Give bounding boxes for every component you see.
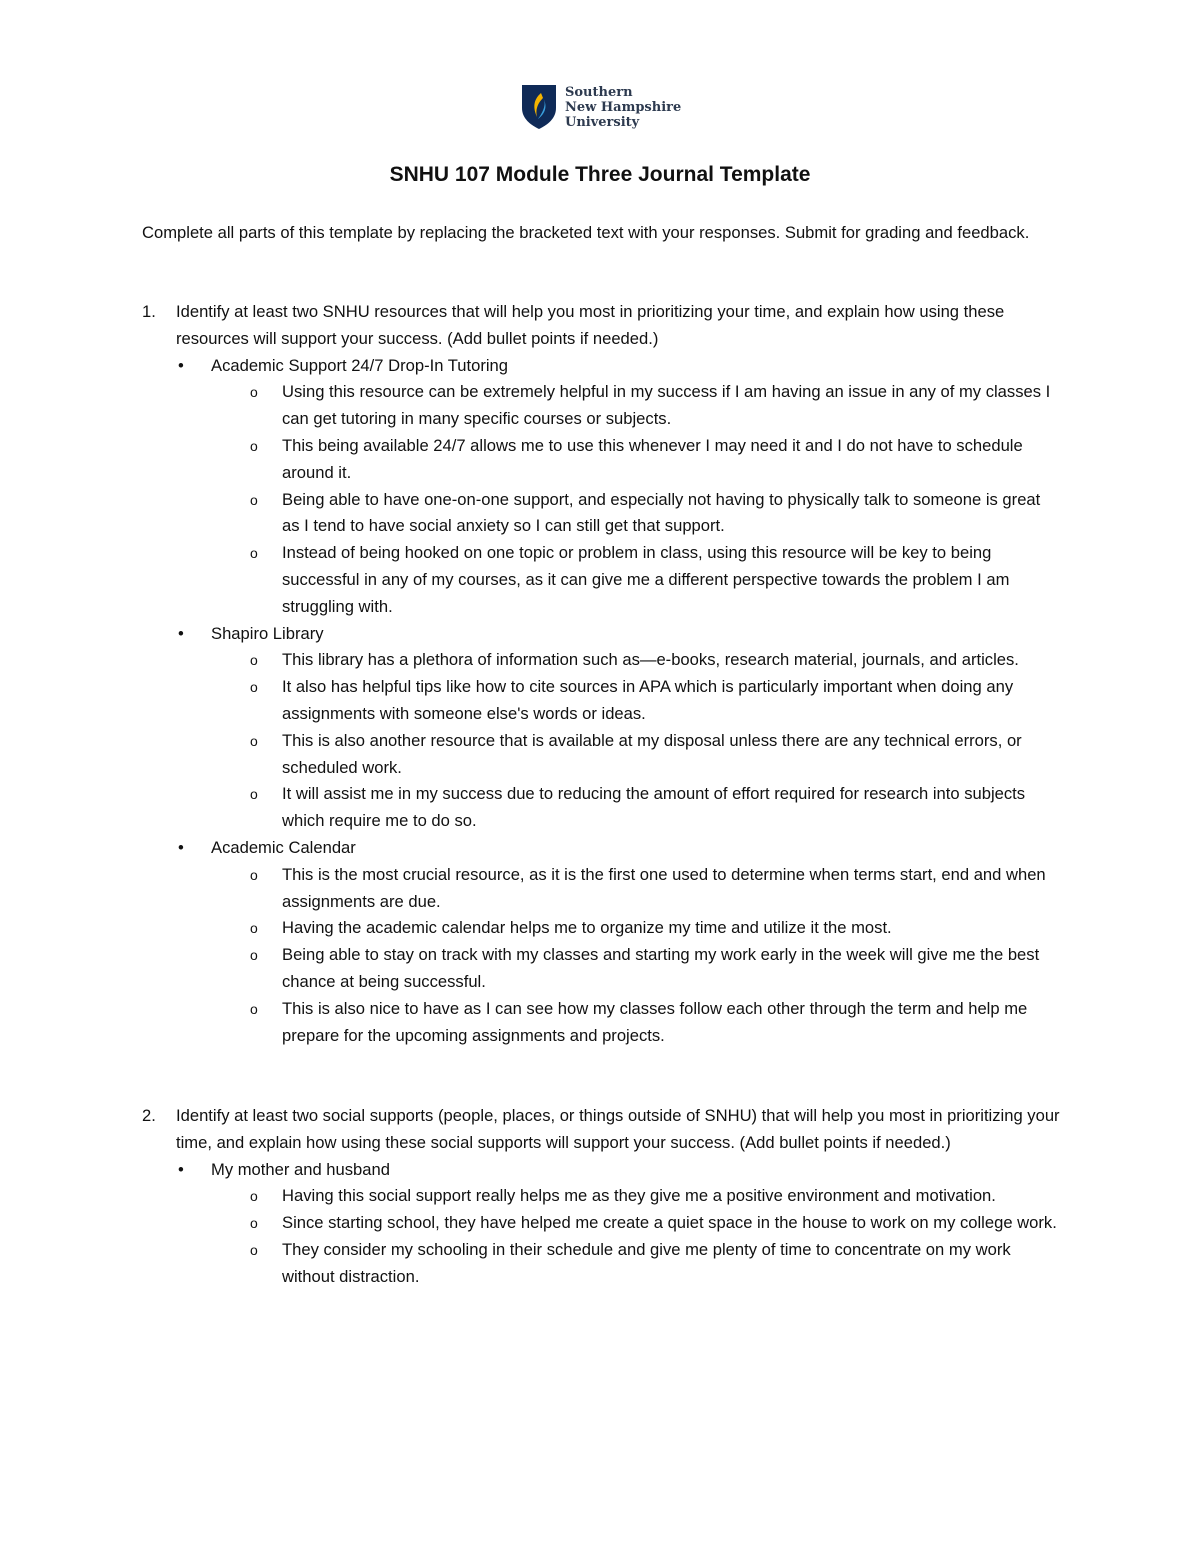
sub-bullet-list: [211, 862, 1062, 1050]
logo-line: Southern: [565, 84, 633, 100]
sub-bullet-text: This library has a plethora of information such as—e-books, research material, journals, and articles.: [282, 650, 1019, 670]
sub-bullet-icon: o: [250, 437, 258, 454]
sub-bullet-icon: o: [250, 491, 258, 508]
question-text: Identify at least two social supports (people, places, or things outside of SNHU) that will help you most in prioritizing your time, and explain how using these social supports will support your success. (Add bullet points if needed.): [176, 1106, 1060, 1152]
sub-bullet-icon: o: [250, 1215, 258, 1232]
sub-bullet-text: Instead of being hooked on one topic or problem in class, using this resource will be key to being successful in any of my courses, as it can give me a different perspective towards the problem I am struggling with.: [282, 543, 1010, 616]
sub-bullet-list: [211, 647, 1062, 835]
sub-bullet-item: [250, 996, 1062, 1050]
sub-bullet-icon: o: [250, 1241, 258, 1258]
bullet-label: Academic Calendar: [211, 837, 356, 857]
sub-bullet-item: [250, 647, 1062, 674]
sub-bullet-item: [250, 781, 1062, 835]
shield-logo-icon: [521, 84, 557, 130]
sub-bullet-icon: o: [250, 1000, 258, 1017]
sub-bullet-list: [211, 379, 1062, 620]
bullet-item: [178, 1157, 1062, 1291]
sub-bullet-text: They consider my schooling in their schedule and give me plenty of time to concentrate on my work without distraction.: [282, 1239, 1011, 1286]
sub-bullet-text: This is also another resource that is available at my disposal unless there are any technical errors, or scheduled work.: [282, 730, 1022, 777]
sub-bullet-item: [250, 862, 1062, 916]
sub-bullet-item: [250, 433, 1062, 487]
sub-bullet-item: [250, 1183, 1062, 1210]
sub-bullet-item: [250, 915, 1062, 942]
bullet-label: My mother and husband: [211, 1159, 390, 1179]
page-title: SNHU 107 Module Three Journal Template: [389, 163, 811, 186]
sub-bullet-list: [211, 1183, 1062, 1290]
bullet-label: Academic Support 24/7 Drop-In Tutoring: [211, 355, 509, 375]
logo-line: University: [565, 114, 640, 130]
logo-line: New Hampshire: [565, 99, 682, 115]
sub-bullet-icon: o: [250, 679, 258, 696]
sub-bullet-text: Having the academic calendar helps me to organize my time and utilize it the most.: [282, 918, 892, 938]
sub-bullet-text: This being available 24/7 allows me to use this whenever I may need it and I do not have to schedule around it.: [282, 435, 1023, 482]
sub-bullet-icon: o: [250, 652, 258, 669]
bullet-list: [142, 1157, 1062, 1291]
intro-paragraph: Complete all parts of this template by replacing the bracketed text with your responses. Submit for grading and feedback.: [142, 223, 1030, 242]
sub-bullet-item: [250, 487, 1062, 541]
bullet-item: [178, 621, 1062, 835]
question-number: 2.: [142, 1106, 156, 1125]
sub-bullet-text: It also has helpful tips like how to cite sources in APA which is particularly important when doing any assignments with someone else's words or ideas.: [282, 677, 1014, 723]
sub-bullet-text: It will assist me in my success due to reducing the amount of effort required for research into subjects which require me to do so.: [282, 784, 1026, 831]
sub-bullet-item: [250, 674, 1062, 728]
sub-bullet-text: Since starting school, they have helped me create a quiet space in the house to work on my college work.: [282, 1213, 1057, 1233]
bullet-icon: •: [178, 1159, 184, 1179]
bullet-icon: •: [178, 623, 184, 643]
sub-bullet-icon: o: [250, 866, 258, 883]
snhu-logo: [521, 84, 681, 130]
sub-bullet-item: [250, 728, 1062, 782]
question-text: Identify at least two SNHU resources that will help you most in prioritizing your time, and explain how using these resources will support your success. (Add bullet points if needed.): [176, 302, 1005, 348]
sub-bullet-text: Using this resource can be extremely helpful in my success if I am having an issue in any of my classes I can get tutoring in many specific courses or subjects.: [282, 382, 1051, 429]
sub-bullet-icon: o: [250, 384, 258, 401]
sub-bullet-text: This is the most crucial resource, as it is the first one used to determine when terms start, end and when assignments are due.: [282, 864, 1046, 911]
sub-bullet-item: [250, 942, 1062, 996]
sub-bullet-text: This is also nice to have as I can see how my classes follow each other through the term and help me prepare for the upcoming assignments and projects.: [282, 998, 1028, 1045]
bullet-icon: •: [178, 355, 184, 375]
bullet-label: Shapiro Library: [211, 623, 324, 643]
sub-bullet-text: Being able to stay on track with my classes and starting my work early in the week will give me the best chance at being successful.: [282, 945, 1040, 991]
bullet-icon: •: [178, 837, 184, 857]
sub-bullet-item: [250, 1210, 1062, 1237]
sub-bullet-icon: o: [250, 545, 258, 562]
sub-bullet-item: [250, 379, 1062, 433]
question-number: 1.: [142, 302, 156, 321]
sub-bullet-icon: o: [250, 732, 258, 749]
bullet-item: [178, 353, 1062, 621]
sub-bullet-item: [250, 1237, 1062, 1291]
sub-bullet-text: Being able to have one-on-one support, and especially not having to physically talk to someone is great as I tend to have social anxiety so I can still get that support.: [282, 489, 1041, 536]
sub-bullet-item: [250, 540, 1062, 620]
sub-bullet-icon: o: [250, 1188, 258, 1205]
sub-bullet-text: Having this social support really helps me as they give me a positive environment and motivation.: [282, 1186, 996, 1206]
question-2: [142, 1103, 1062, 1291]
sub-bullet-icon: o: [250, 947, 258, 964]
bullet-list: [142, 353, 1062, 1050]
sub-bullet-icon: o: [250, 786, 258, 803]
sub-bullet-icon: o: [250, 920, 258, 937]
question-1: [142, 299, 1062, 1049]
bullet-item: [178, 835, 1062, 1049]
